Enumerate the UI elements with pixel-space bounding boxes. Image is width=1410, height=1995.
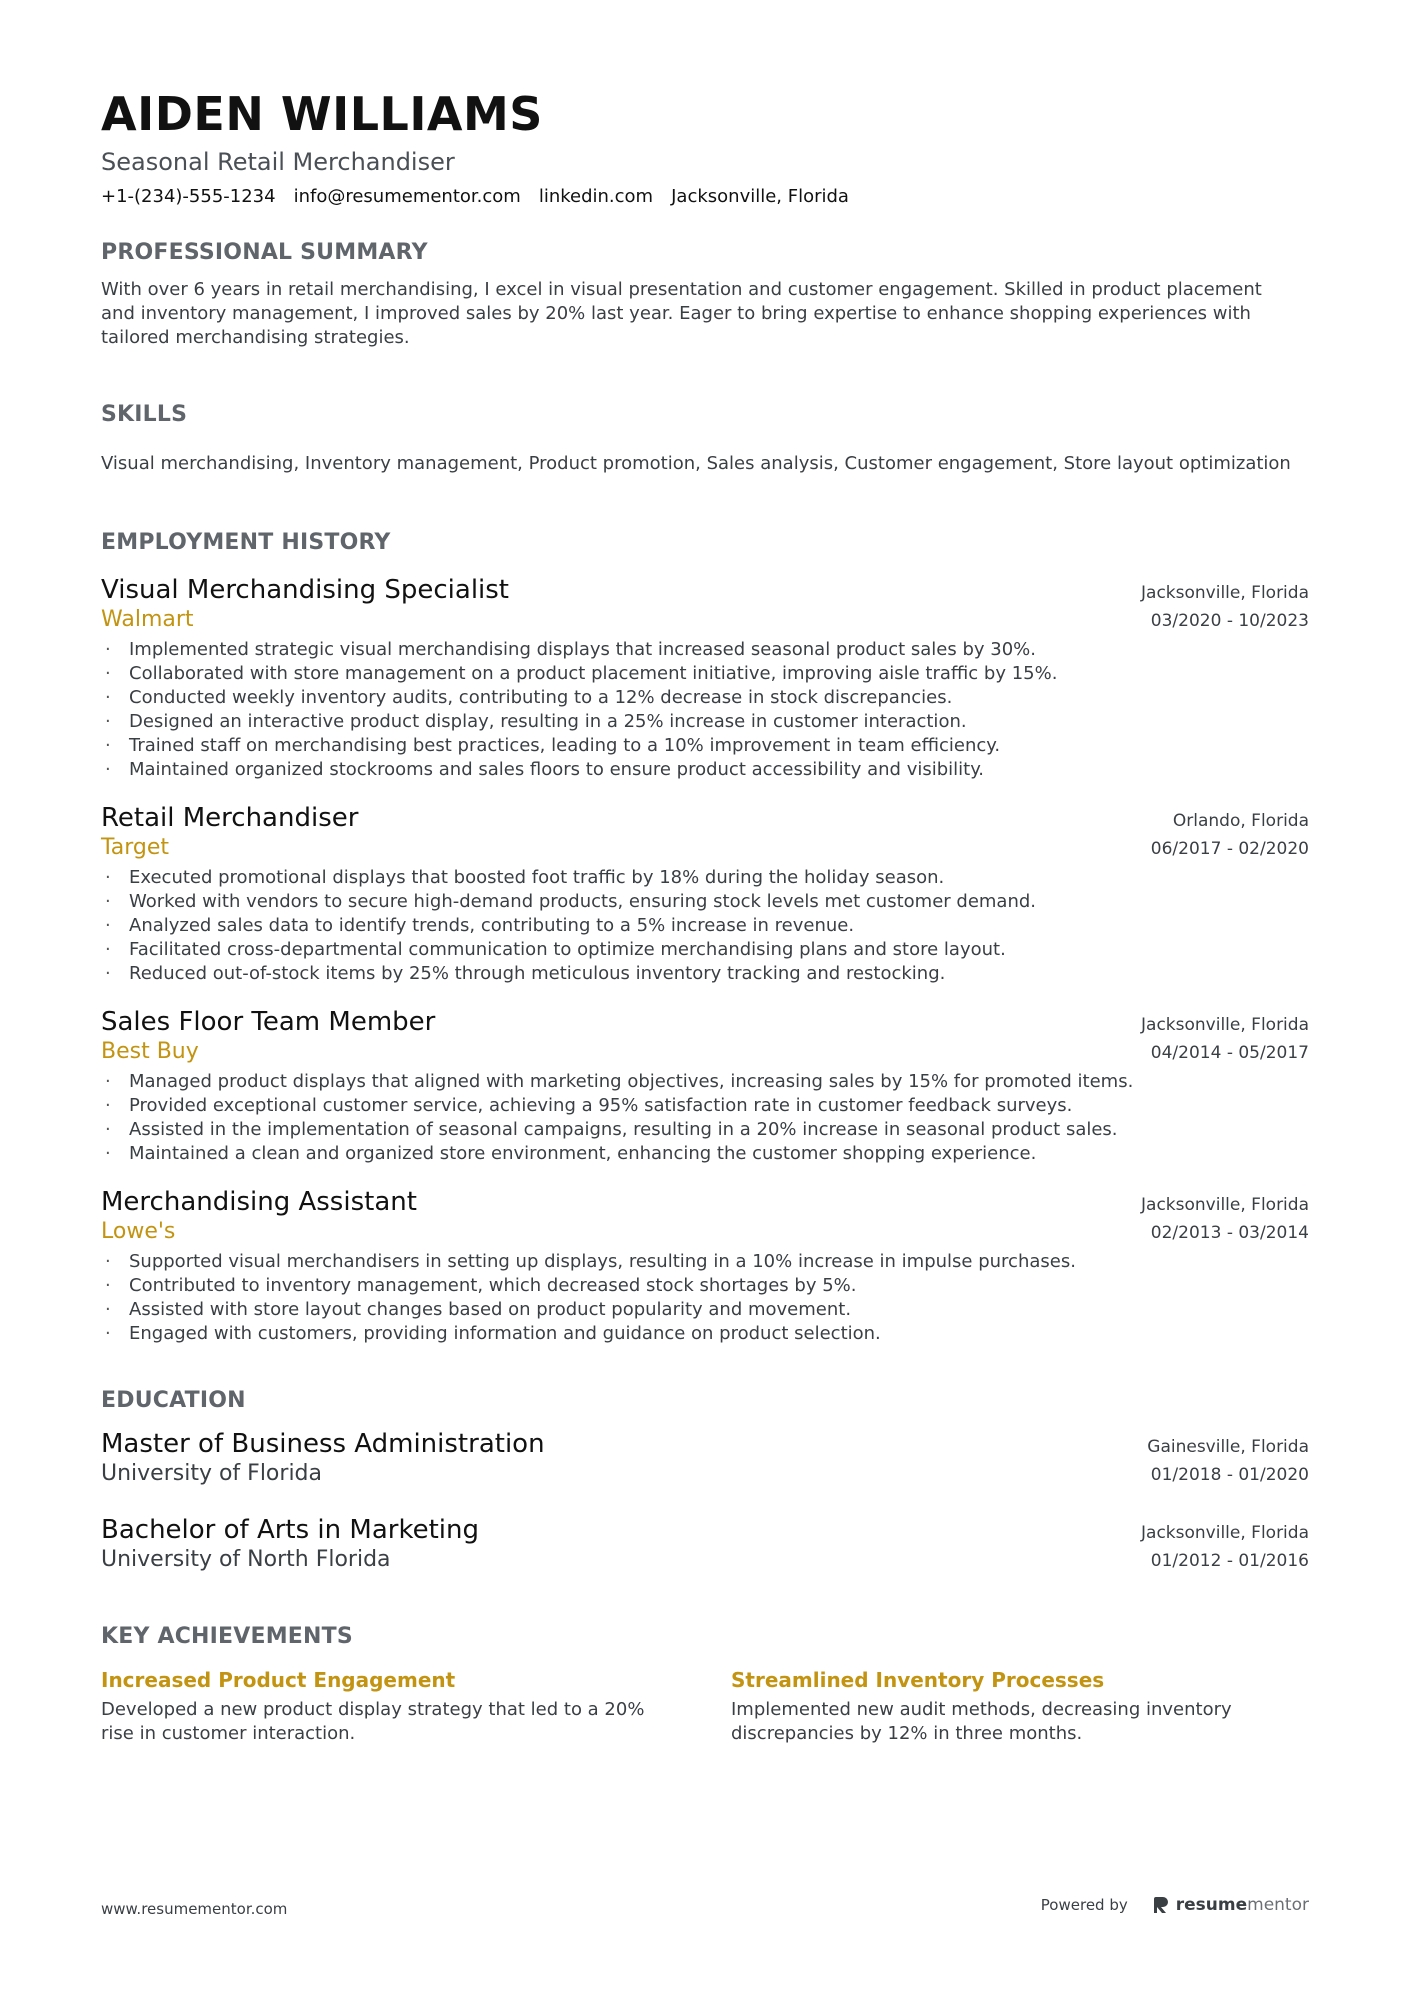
job-bullet: · Assisted in the implementation of seasonal campaigns, resulting in a 20% increase in seasonal product sales.	[101, 1118, 1309, 1142]
job-bullet: · Designed an interactive product display, resulting in a 25% increase in customer interaction.	[101, 710, 1309, 734]
brand-logo[interactable]	[1154, 1895, 1309, 1915]
job-location: Jacksonville, Florida	[1141, 1195, 1309, 1215]
achievement-title: Streamlined Inventory Processes	[731, 1668, 1105, 1692]
edu-school: University of North Florida	[101, 1547, 391, 1572]
edu-dates: 01/2012 - 01/2016	[1150, 1551, 1309, 1571]
edu-location: Gainesville, Florida	[1147, 1437, 1309, 1457]
job-bullets	[101, 638, 1309, 782]
job-dates: 03/2020 - 10/2023	[1150, 611, 1309, 631]
job-dates: 02/2013 - 03/2014	[1150, 1223, 1309, 1243]
powered-by-label: Powered by	[1040, 1896, 1128, 1914]
edu-dates: 01/2018 - 01/2020	[1150, 1465, 1309, 1485]
job-bullets	[101, 1070, 1309, 1166]
job-bullet: · Maintained organized stockrooms and sales floors to ensure product accessibility and visibility.	[101, 758, 1309, 782]
achievement-title: Increased Product Engagement	[101, 1668, 456, 1692]
job-bullet: · Contributed to inventory management, which decreased stock shortages by 5%.	[101, 1274, 1309, 1298]
brand-name-light: mentor	[1247, 1895, 1309, 1915]
job-location: Jacksonville, Florida	[1141, 1015, 1309, 1035]
job-bullet: · Trained staff on merchandising best practices, leading to a 10% improvement in team efficiency.	[101, 734, 1309, 758]
job-bullet: · Conducted weekly inventory audits, contributing to a 12% decrease in stock discrepancies.	[101, 686, 1309, 710]
section-heading: SKILLS	[101, 402, 188, 427]
job-location: Orlando, Florida	[1172, 811, 1309, 831]
achievement-desc: Developed a new product display strategy that led to a 20% rise in customer interaction.	[101, 1699, 645, 1744]
job-bullet: · Analyzed sales data to identify trends, contributing to a 5% increase in revenue.	[101, 914, 1309, 938]
section-employment	[101, 528, 1309, 1346]
job-dates: 04/2014 - 05/2017	[1150, 1043, 1309, 1063]
section-skills	[101, 400, 1309, 476]
footer-website[interactable]: www.resumementor.com	[101, 1900, 288, 1918]
achievement-desc: Implemented new audit methods, decreasing inventory discrepancies by 12% in three months.	[731, 1699, 1232, 1744]
job-dates: 06/2017 - 02/2020	[1150, 839, 1309, 859]
candidate-name: AIDEN WILLIAMS	[101, 87, 543, 141]
job-bullet: · Engaged with customers, providing information and guidance on product selection.	[101, 1322, 1309, 1346]
contact-location: Jacksonville, Florida	[671, 186, 849, 207]
education-entry	[101, 1514, 1309, 1574]
job-role: Sales Floor Team Member	[101, 1007, 436, 1037]
job-bullet: · Facilitated cross-departmental communication to optimize merchandising plans and store layout.	[101, 938, 1309, 962]
job-bullet: · Assisted with store layout changes based on product popularity and movement.	[101, 1298, 1309, 1322]
achievement-item	[101, 1666, 731, 1746]
edu-location: Jacksonville, Florida	[1141, 1523, 1309, 1543]
education-entry	[101, 1428, 1309, 1488]
job-bullet: · Collaborated with store management on a product placement initiative, improving aisle traffic by 15%.	[101, 662, 1309, 686]
job-entry	[101, 802, 1309, 986]
section-achievements	[101, 1622, 1309, 1746]
job-entry	[101, 1006, 1309, 1166]
job-bullet: · Worked with vendors to secure high-demand products, ensuring stock levels met customer demand.	[101, 890, 1309, 914]
section-heading: EDUCATION	[101, 1388, 246, 1413]
job-role: Merchandising Assistant	[101, 1187, 417, 1217]
job-bullet: · Managed product displays that aligned with marketing objectives, increasing sales by 15% for promoted items.	[101, 1070, 1309, 1094]
job-bullets	[101, 866, 1309, 986]
section-education	[101, 1386, 1309, 1574]
job-company: Walmart	[101, 607, 194, 632]
contact-linkedin: linkedin.com	[538, 186, 654, 207]
job-location: Jacksonville, Florida	[1141, 583, 1309, 603]
job-entry	[101, 574, 1309, 782]
job-bullets	[101, 1250, 1309, 1346]
summary-text: With over 6 years in retail merchandising, I excel in visual presentation and customer engagement. Skilled in product placement and inventory management, I improved sales by 20% last year. Eager to bring expertise to enhance shopping experiences with tailored merchandising strategies.	[101, 279, 1262, 348]
contact-phone: +1-(234)-555-1234	[101, 186, 276, 207]
edu-school: University of Florida	[101, 1461, 322, 1486]
edu-degree: Master of Business Administration	[101, 1429, 545, 1459]
achievements-grid	[101, 1666, 1309, 1746]
achievement-item	[731, 1666, 1309, 1746]
footer-brand	[1041, 1895, 1309, 1915]
brand-name-bold: resume	[1175, 1895, 1248, 1915]
job-role: Retail Merchandiser	[101, 803, 359, 833]
job-bullet: · Provided exceptional customer service, achieving a 95% satisfaction rate in customer feedback surveys.	[101, 1094, 1309, 1118]
section-heading: KEY ACHIEVEMENTS	[101, 1624, 353, 1649]
job-bullet: · Maintained a clean and organized store environment, enhancing the customer shopping experience.	[101, 1142, 1309, 1166]
candidate-title: Seasonal Retail Merchandiser	[101, 148, 455, 176]
job-company: Best Buy	[101, 1039, 199, 1064]
resumementor-logo-icon	[1154, 1895, 1170, 1915]
header	[101, 86, 1309, 210]
section-summary	[101, 238, 1309, 350]
section-heading: PROFESSIONAL SUMMARY	[101, 240, 428, 265]
job-company: Lowe's	[101, 1219, 176, 1244]
job-bullet: · Executed promotional displays that boosted foot traffic by 18% during the holiday season.	[101, 866, 1309, 890]
job-bullet: · Implemented strategic visual merchandising displays that increased seasonal product sales by 30%.	[101, 638, 1309, 662]
resume-page	[101, 86, 1309, 1746]
skills-text: Visual merchandising, Inventory management, Product promotion, Sales analysis, Customer engagement, Store layout optimization	[101, 453, 1291, 474]
edu-degree: Bachelor of Arts in Marketing	[101, 1515, 479, 1545]
job-bullet: · Reduced out-of-stock items by 25% through meticulous inventory tracking and restocking.	[101, 962, 1309, 986]
contact-row	[101, 184, 1309, 210]
job-bullet: · Supported visual merchandisers in setting up displays, resulting in a 10% increase in impulse purchases.	[101, 1250, 1309, 1274]
job-role: Visual Merchandising Specialist	[101, 575, 510, 605]
job-entry	[101, 1186, 1309, 1346]
job-company: Target	[101, 835, 170, 860]
section-heading: EMPLOYMENT HISTORY	[101, 530, 391, 555]
contact-email: info@resumementor.com	[293, 186, 521, 207]
